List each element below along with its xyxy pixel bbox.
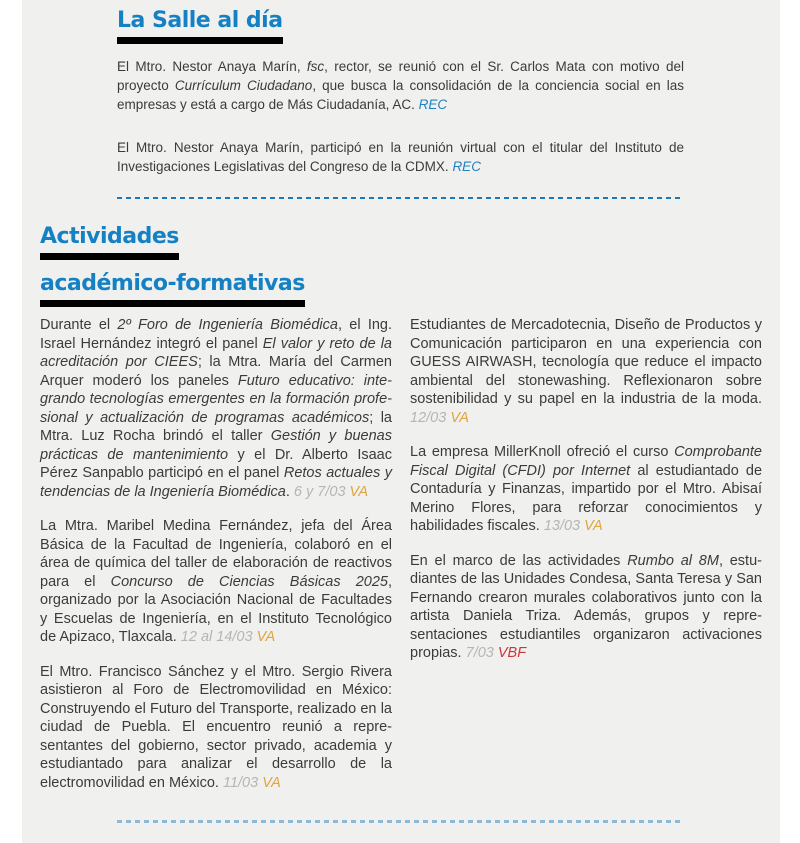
paragraph <box>40 517 392 647</box>
section-la-salle-al-dia <box>117 8 684 200</box>
paragraph <box>40 316 392 501</box>
paragraph <box>410 443 762 536</box>
italic-text: Gestión y buenas prácticas de mantenimiento <box>40 428 392 463</box>
credit-tag: REC <box>418 97 448 112</box>
text-run: , el Ing. Israel Hernández integró el panel <box>40 317 392 352</box>
section-title-la-salle: La Salle al día <box>117 8 283 44</box>
italic-text: Retos actuales y tendencias de la Ingeniería Biomédica <box>40 465 392 500</box>
date-label: 7/03 <box>465 645 498 661</box>
credit-tag: VA <box>450 409 469 426</box>
italic-text: Currículum Ciudadano <box>174 78 313 93</box>
date-label: 13/03 <box>543 518 585 534</box>
paragraph <box>410 552 762 663</box>
text-run: El Mtro. Francisco Sánchez y el Mtro. Sergio Rivera asistieron al Foro de Electromovilidad en México: Construyendo el Futuro del Transporte, realizado en la ciudad de Puebla. El encuentro reunió a representantes del gobierno, sector privado, academia y estudiantado para analizar el desarrollo de la electromovilidad en México. <box>40 663 392 791</box>
credit-tag: VA <box>256 629 276 645</box>
paragraph <box>117 57 684 114</box>
text-run: ; la Mtra. Luz Rocha brindó el taller <box>40 409 393 444</box>
date-label: 12 al 14/03 <box>180 629 257 645</box>
italic-text: fsc <box>306 59 325 74</box>
credit-tag: VA <box>584 518 603 534</box>
text-run: Durante el <box>40 317 118 333</box>
section-title-actividades-line1: Actividades <box>40 224 179 260</box>
credit-tag: VBF <box>497 645 527 661</box>
text-run: La Mtra. Maribel Medina Fernández, jefa del Área Básica de la Facultad de Ingeniería, colaboró en el área de química del taller de elaboración de reactivos para el <box>40 518 392 590</box>
text-run: , rector, se reunió con el Sr. Carlos Mata con motivo del proyecto <box>117 59 685 93</box>
paragraph <box>40 663 392 793</box>
section-title-actividades-line2: académico-formativas <box>40 271 305 307</box>
credit-tag: VA <box>262 774 281 791</box>
two-column-body <box>40 316 762 808</box>
italic-text: Rumbo al 8M <box>627 552 719 569</box>
text-run: , que busca la consolidación de la conciencia social en las empresas y está a cargo de Más Ciudadanía, AC. <box>117 78 685 112</box>
paragraph <box>117 138 684 176</box>
section-heading-actividades <box>40 224 305 307</box>
text-run: al estudiantado de Contaduría y Finanzas, impartido por el Mtro. Abisaí Merino Flores, para reforzar conocimientos y habilidades fiscales. <box>410 462 763 534</box>
credit-tag: REC <box>452 159 481 174</box>
newsletter-page <box>22 0 780 843</box>
text-run: y el Dr. Alberto Isaac Pérez Sanpablo participó en el panel <box>40 446 392 481</box>
date-label: 12/03 <box>410 409 451 426</box>
paragraph <box>410 316 762 427</box>
text-run: El Mtro. Nestor Anaya Marín, <box>117 59 307 74</box>
right-column <box>410 316 762 808</box>
italic-text: Comprobante Fiscal Digital (CFDI) por Internet <box>410 444 762 479</box>
text-run: , estudiantes de las Unidades Condesa, Santa Teresa y San Fernando crearon murales colaborativos junto con la artista Daniela Triza. Además, grupos y representaciones estudiantiles organizaron activaciones propias. <box>410 552 762 661</box>
left-column <box>40 316 392 808</box>
italic-text: 2º Foro de Ingeniería Biomédica <box>117 317 338 333</box>
dashed-divider-bottom <box>117 820 683 823</box>
text-run: En el marco de las actividades <box>410 552 628 569</box>
italic-text: Concurso de Ciencias Básicas 2025 <box>110 573 388 590</box>
text-run: , organizado por la Asociación Nacional de Facultades y Escuelas de Ingeniería, en el Instituto Tecnológico de Apizaco, Tlaxcala. <box>40 573 392 645</box>
date-label: 6 y 7/03 <box>293 483 350 500</box>
text-run: El Mtro. Nestor Anaya Marín, participó en la reunión virtual con el titular del Instituto de Investigaciones Legislativas del Congreso de la CDMX. <box>117 140 684 174</box>
text-run: La empresa MillerKnoll ofreció el curso <box>410 444 675 460</box>
la-salle-paragraphs <box>117 57 684 176</box>
date-label: 11/03 <box>222 774 263 791</box>
text-run: . <box>285 483 294 500</box>
italic-text: Futuro educativo: integrando tecnologías emergentes en la formación profesional y actualización de programas académicos <box>40 372 392 426</box>
italic-text: El valor y reto de la acreditación por CIEES <box>40 335 392 370</box>
credit-tag: VA <box>349 483 369 500</box>
text-run: ; la Mtra. María del Carmen Arquer moderó los paneles <box>40 354 392 389</box>
text-run: Estudiantes de Mercadotecnia, Diseño de Productos y Comunicación participaron en una experiencia con GUESS AIRWASH, tecnología que reduce el impacto ambiental del stonewashing. Reflexionaron sobre sostenibilidad y su papel en la industria de la moda. <box>410 317 762 407</box>
dashed-divider-top <box>117 197 683 199</box>
